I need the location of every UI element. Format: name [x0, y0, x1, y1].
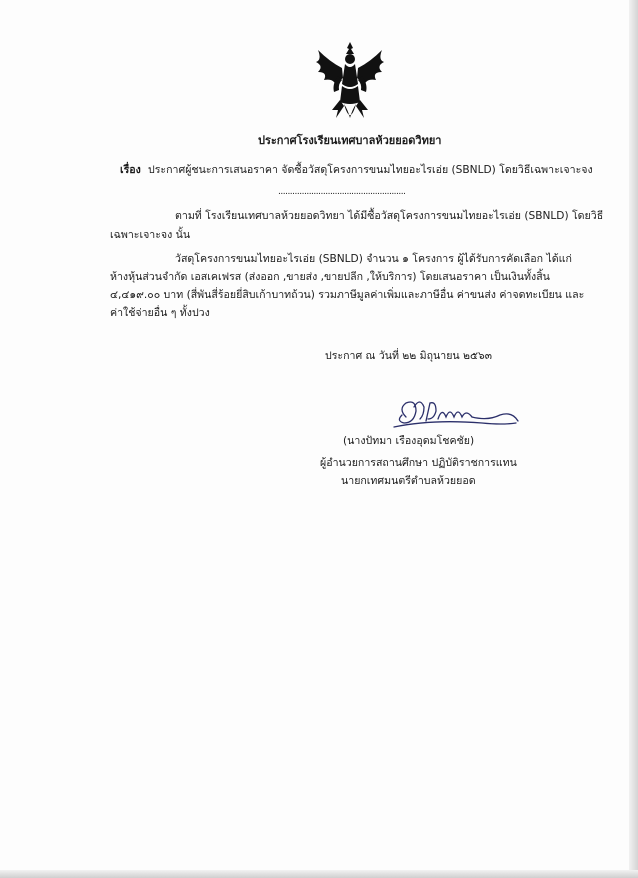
paragraph-2-line-2: ห้างหุ้นส่วนจำกัด เอสเคเฟรส (ส่งออก ,ขายส่ง ,ขายปลีก ,ให้บริการ) โดยเสนอราคา เป็นเงินทั้งสิ้น [110, 271, 550, 283]
subject-label: เรื่อง [120, 164, 141, 176]
signer-name: (นางปัทมา เรืองอุดมโชคชัย) [343, 435, 475, 447]
paragraph-2-line-3: ๔,๔๑๙.๐๐ บาท (สี่พันสี่ร้อยยี่สิบเก้าบาทถ้วน) รวมภาษีมูลค่าเพิ่มและภาษีอื่น ค่าขนส่ง ค่าจดทะเบียน และ [110, 289, 585, 301]
paragraph-1-line-2: เฉพาะเจาะจง นั้น [110, 229, 191, 241]
signer-role-line-1: ผู้อำนวยการสถานศึกษา ปฏิบัติราชการแทน [320, 457, 517, 469]
announcement-date: ประกาศ ณ วันที่ ๒๒ มิถุนายน ๒๕๖๓ [325, 350, 493, 362]
paragraph-1-line-1: ตามที่ โรงเรียนเทศบาลห้วยยอดวิทยา ได้มีซื้อวัสดุโครงการขนมไทยอะไรเอ่ย (SBNLD) โดยวิธี [175, 210, 604, 222]
paragraph-2-line-1: วัสดุโครงการขนมไทยอะไรเอ่ย (SBNLD) จำนวน ๑ โครงการ ผู้ได้รับการคัดเลือก ได้แก่ [175, 253, 572, 265]
scan-edge-bottom [0, 870, 638, 878]
garuda-emblem-icon [312, 40, 388, 126]
signature-icon [392, 393, 524, 439]
signer-role-line-2: นายกเทศมนตรีตำบลห้วยยอด [341, 475, 476, 487]
subject-text: ประกาศผู้ชนะการเสนอราคา จัดซื้อวัสดุโครงการขนมไทยอะไรเอ่ย (SBNLD) โดยวิธีเฉพาะเจาะจง [148, 164, 593, 176]
announcement-title: ประกาศโรงเรียนเทศบาลห้วยยอดวิทยา [258, 134, 442, 147]
paragraph-2-line-4: ค่าใช้จ่ายอื่น ๆ ทั้งปวง [110, 307, 210, 319]
scan-edge-right [629, 0, 638, 878]
dotted-divider: ...................................................... [278, 187, 406, 197]
